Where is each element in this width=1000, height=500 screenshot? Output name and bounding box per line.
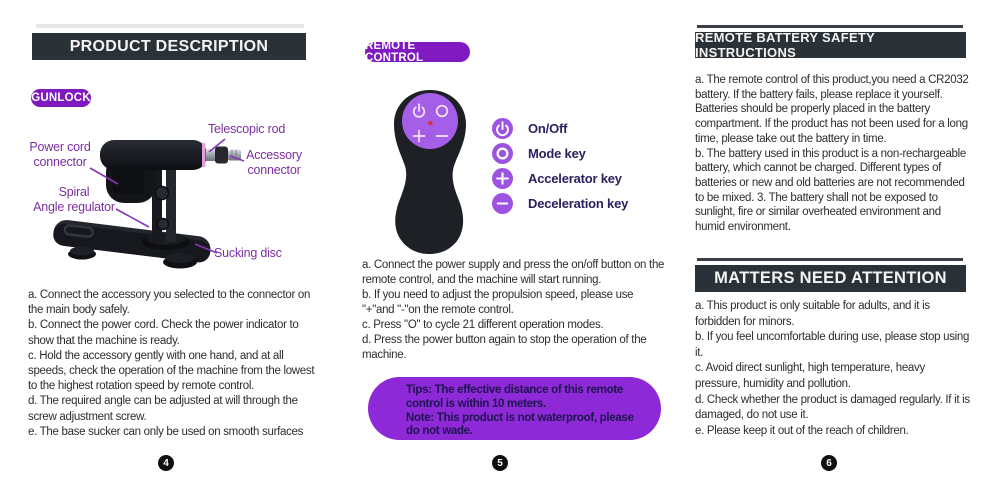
label-spiral-angle-regulator: Spiral Angle regulator [33,185,115,214]
page-number-badge: 4 [158,455,174,471]
instruction-item: b. The battery used in this product is a non-rechargeable battery, which cannot be charged. Different types of batteries or new and old batteries are not recommended to be mixed. 3. The battery shall not be exposed to sunlight, fire or similar overheated environment and humid environment. [695,147,967,234]
legend-label: Mode key [528,145,586,161]
battery-safety-instructions [695,73,973,235]
tips-note-box [368,377,661,440]
battery-safety-title: REMOTE BATTERY SAFETY INSTRUCTIONS [695,30,875,60]
tips-text: Tips: The effective distance of this remote control is within 10 meters. [406,384,623,410]
legend-row-mode [492,142,586,164]
instruction-item: b. If you need to adjust the propulsion speed, please use "+"and "-"on the remote control. [362,289,634,316]
remote-control-tag: REMOTE CONTROL [365,42,470,62]
legend-row-accelerator [492,167,622,189]
instruction-item: a. Connect the accessory you selected to the connector on the main body safely. [28,289,311,317]
instruction-item: d. Check whether the product is damaged regularly. If it is damaged, do not use it. [695,393,970,422]
label-accessory-connector: Accessory connector [246,148,302,177]
instruction-item: b. Connect the power cord. Check the power indicator to show that the machine is ready. [28,319,299,347]
remote-control-instructions [362,258,668,363]
page-edge-line [697,258,963,261]
page-edge-shadow [36,24,304,28]
matters-attention-instructions [695,299,973,439]
legend-label: On/Off [528,120,568,136]
remote-control-illustration [388,88,470,254]
gunlock-tag: GUNLOCK [31,89,91,107]
page-number-badge: 5 [492,455,508,471]
instruction-item: d. The required angle can be adjusted at will through the screw adjustment screw. [28,395,298,423]
indicator-dot [428,121,432,125]
page-number-badge: 6 [821,455,837,471]
matters-attention-header [695,265,966,292]
battery-safety-header [695,32,966,58]
minus-icon [492,193,513,214]
plus-icon [492,168,513,189]
label-telescopic-rod: Telescopic rod [208,122,286,136]
product-description-instructions [28,288,324,440]
legend-label: Accelerator key [528,170,622,186]
legend-row-onoff [492,117,567,139]
note-text: Note: This product is not waterproof, please do not wade. [406,411,634,438]
mode-icon [492,143,513,164]
instruction-item: c. Press "O" to cycle 21 different operation modes. [362,319,604,331]
page-edge-line [697,25,963,28]
legend-label: Deceleration key [528,195,629,211]
instruction-item: a. Connect the power supply and press the on/off button on the remote control, and the machine will start running. [362,259,665,286]
legend-row-deceleration [492,192,628,214]
product-description-header [32,33,306,60]
instruction-item: c. Avoid direct sunlight, high temperature, heavy pressure, humidity and pollution. [695,362,925,390]
power-icon [492,118,513,139]
instruction-item: e. Please keep it out of the reach of children. [695,424,909,437]
instruction-item: e. The base sucker can only be used on smooth surfaces [28,425,304,438]
matters-attention-title: MATTERS NEED ATTENTION [714,269,947,287]
instruction-item: a. This product is only suitable for adults, and it is forbidden for minors. [695,300,930,328]
instruction-item: b. If you feel uncomfortable during use, please stop using it. [695,331,970,359]
instruction-item: d. Press the power button again to stop the operation of the machine. [362,334,647,361]
product-description-title: PRODUCT DESCRIPTION [69,37,269,55]
instruction-item: a. The remote control of this product,you need a CR2032 battery. If the battery fails, please replace it yourself. Batteries should be properly placed in the battery compartment. If the product has not been used for a long time, please take out the battery in time. [695,74,969,145]
label-power-cord-connector: Power cord connector [29,140,91,169]
instruction-item: c. Hold the accessory gently with one hand, and at all speeds, check the operation of the machine from the lowest to the highest rotation speed by remote control. [28,349,315,393]
label-sucking-disc: Sucking disc [214,246,282,260]
